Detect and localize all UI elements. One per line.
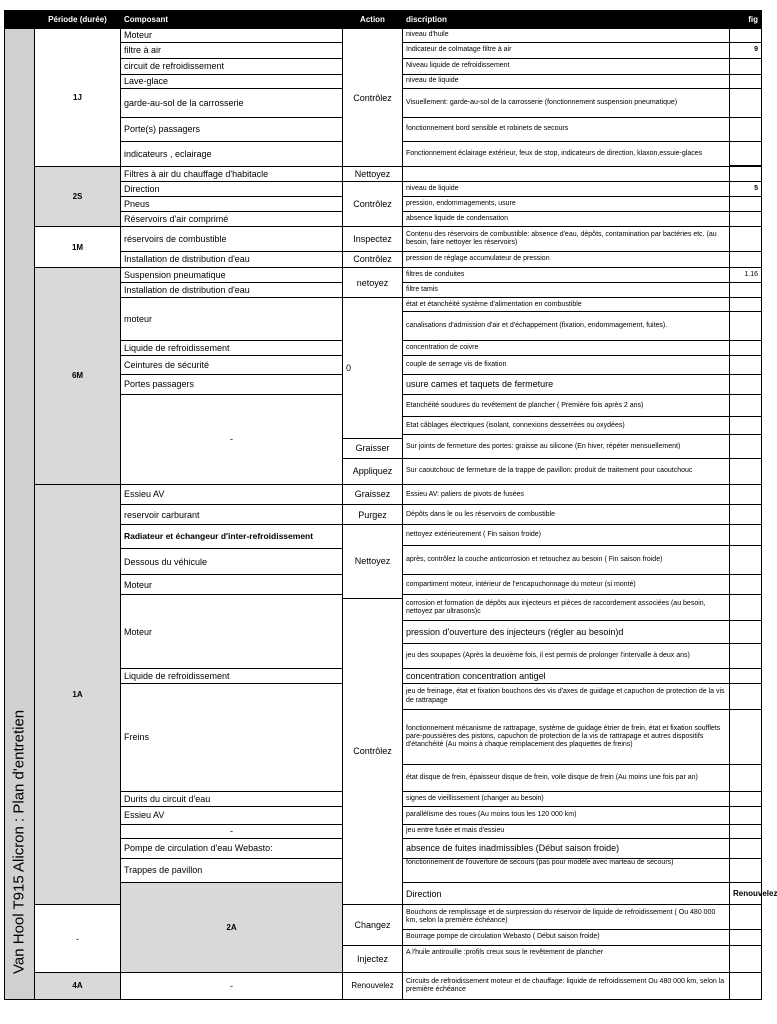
component-cell: Direction: [121, 181, 343, 196]
component-cell: Moteur: [121, 575, 343, 595]
component-cell: Réservoirs d'air comprimé: [121, 212, 343, 227]
side-title-cell: [5, 29, 35, 1000]
description-cell: jeu de freinage, état et fixation bouchons des vis d'axes de guidage et capuchon de protection de la vis de rattrapage: [403, 684, 730, 709]
description-cell: Sur caoutchouc de fermeture de la trappe de pavillon: produit de traitement pour caoutchouc: [403, 458, 730, 484]
description-cell: état disque de frein, épaisseur disque de frein, voile disque de frein (Au moins une fois par an): [403, 764, 730, 791]
table-row: [5, 167, 762, 181]
action-cell: Appliquez: [343, 458, 403, 484]
action-cell: Nettoyez: [343, 525, 403, 598]
component-cell: réservoirs de combustible: [121, 227, 343, 251]
action-cell: Purgez: [343, 505, 403, 525]
fig-cell: [730, 75, 762, 89]
description-cell: état et étanchéité système d'alimentation en combustible: [403, 298, 730, 311]
fig-cell: [730, 340, 762, 355]
fig-cell: 9: [730, 43, 762, 59]
description-cell: niveau de liquide: [403, 75, 730, 89]
component-cell: -: [121, 394, 343, 484]
description-cell: Bouchons de remplissage et de surpression du réservoir de liquide de refroidissement ( Ou 480 000 km, selon la première échéance): [403, 905, 730, 930]
component-cell: Liquide de refroidissement: [121, 669, 343, 684]
fig-cell: [730, 575, 762, 595]
fig-cell: [730, 394, 762, 416]
action-cell: Injectez: [343, 946, 403, 973]
table-row: [5, 905, 762, 930]
fig-cell: [730, 298, 762, 311]
description-cell: nettoyez extérieurement ( Fin saison froide): [403, 525, 730, 545]
description-cell: usure cames et taquets de fermeture: [403, 374, 730, 394]
component-cell: -: [35, 905, 121, 973]
description-cell: Sur joints de fermeture des portes: graisse au silicone (En hiver, répéter mensuellement): [403, 435, 730, 458]
fig-cell: [730, 227, 762, 251]
header-row: [5, 11, 762, 29]
component-cell: Pompe de circulation d'eau Webasto:: [121, 838, 343, 858]
action-cell: Contrôlez: [343, 598, 403, 905]
description-cell: canalisations d'admission d'air et d'échappement (fixation, endommagement, fuites).: [403, 311, 730, 340]
component-cell: Durits du circuit d'eau: [121, 791, 343, 806]
component-cell: Porte(s) passagers: [121, 118, 343, 142]
fig-cell: [730, 355, 762, 374]
description-cell: couple de serrage vis de fixation: [403, 355, 730, 374]
fig-cell: [730, 905, 762, 930]
description-cell: A l'huile antirouille :profils creux sous le revêtement de plancher: [403, 946, 730, 973]
fig-cell: [730, 197, 762, 212]
header-periode: Période (durée): [35, 11, 121, 29]
description-cell: Indicateur de colmatage filtre à air: [403, 43, 730, 59]
action-cell: Contrôlez: [343, 29, 403, 167]
description-cell: Contenu des réservoirs de combustible: absence d'eau, dépôts, contamination par bactéries etc. (au besoin, faire nettoyer les réservoirs): [403, 227, 730, 251]
fig-cell: 5: [730, 181, 762, 196]
fig-cell: [730, 505, 762, 525]
period-2A: 2A: [121, 883, 343, 973]
fig-cell: [730, 484, 762, 504]
description-cell: absence liquide de condensation: [403, 212, 730, 227]
description-cell: Dépôts dans le ou les réservoirs de combustible: [403, 505, 730, 525]
fig-cell: [730, 89, 762, 118]
description-cell: Etanchéité soudures du revêtement de plancher ( Première fois après 2 ans): [403, 394, 730, 416]
fig-cell: [730, 167, 762, 181]
description-cell: fonctionnement bord sensible et robinets de secours: [403, 118, 730, 142]
fig-cell: [730, 435, 762, 458]
table-row: [5, 484, 762, 504]
description-cell: pression de réglage accumulateur de pression: [403, 251, 730, 267]
description-cell: jeu entre fusée et mais d'essieu: [403, 824, 730, 838]
component-cell: Essieu AV: [121, 484, 343, 504]
fig-cell: [730, 669, 762, 684]
component-cell: filtre à air: [121, 43, 343, 59]
component-cell: -: [121, 973, 343, 1000]
description-cell: pression, endommagements, usure: [403, 197, 730, 212]
fig-cell: [730, 764, 762, 791]
description-cell: parallélisme des roues (Au moins tous les 120 000 km): [403, 806, 730, 824]
description-cell: fonctionnement mécanisme de rattrapage, système de guidage étrier de frein, état et fixation soufflets pare-poussières des pistons, capuchon de protection de la vis de rattrapage et autres dispositifs d'étanchéité (Au moins à chaque remplacement des plaquettes de freins): [403, 709, 730, 764]
component-cell: garde-au-sol de la carrosserie: [121, 89, 343, 118]
period-6M: 6M: [35, 267, 121, 484]
table-row: [5, 29, 762, 43]
action-cell: Graissez: [343, 484, 403, 504]
description-cell: jeu des soupapes (Après la deuxième fois, il est permis de prolonger l'intervalle à deux ans): [403, 644, 730, 669]
fig-cell: [730, 283, 762, 298]
action-cell: Changez: [343, 905, 403, 946]
component-cell: Moteur: [121, 595, 343, 669]
component-cell: -: [121, 824, 343, 838]
component-cell: Suspension pneumatique: [121, 267, 343, 282]
action-cell: Graisser: [343, 438, 403, 458]
action-cell: Renouvelez: [730, 883, 762, 905]
component-cell: Dessous du véhicule: [121, 549, 343, 575]
component-cell: Radiateur et échangeur d'inter-refroidissement: [121, 525, 343, 549]
fig-cell: [730, 118, 762, 142]
component-cell: moteur: [121, 298, 343, 340]
action-cell: netoyez: [343, 267, 403, 297]
period-4A: 4A: [35, 973, 121, 1000]
action-cell: Renouvelez: [343, 973, 403, 1000]
description-cell: compartiment moteur, intérieur de l'encapuchonnage du moteur (si monté): [403, 575, 730, 595]
fig-cell: [730, 212, 762, 227]
maintenance-plan-table: [4, 10, 777, 1000]
side-header: [5, 11, 35, 29]
description-cell: signes de vieillissement (changer au besoin): [403, 791, 730, 806]
description-cell: absence de fuites inadmissibles (Début saison froide): [403, 838, 730, 858]
component-cell: Installation de distribution d'eau: [121, 283, 343, 298]
fig-cell: [730, 374, 762, 394]
fig-cell: [730, 973, 762, 1000]
fig-cell: 1.16: [730, 267, 762, 282]
description-cell: après, contrôlez la couche anticorrosion et retouchez au besoin ( Fin saison froide): [403, 545, 730, 574]
description-cell: corrosion et formation de dépôts aux injecteurs et pièces de raccordement associées (au besoin, nettoyez par ultrasons)c: [403, 595, 730, 621]
component-cell: Lave-glace: [121, 75, 343, 89]
description-cell: fonctionnement de l'ouverture de secours (pas pour modèle avec marteau de secours): [403, 858, 730, 882]
action-cell: Nettoyez: [343, 167, 403, 181]
description-cell: Circuits de refroidissement moteur et de chauffage: liquide de refroidissement Ou 480 000 km, selon la première échéance: [403, 973, 730, 1000]
description-cell: Bourrage pompe de circulation Webasto ( Début saison froide): [403, 930, 730, 946]
side-title: Van Hool T915 Alicron : Plan d'entretien: [10, 709, 28, 974]
header-action: Action: [343, 11, 403, 29]
component-cell: Liquide de refroidissement: [121, 340, 343, 355]
description-cell: concentration de coivre: [403, 340, 730, 355]
component-cell: Trappes de pavillon: [121, 858, 343, 882]
fig-cell: [730, 709, 762, 764]
table-row: [5, 227, 762, 251]
component-cell: Ceintures de sécurité: [121, 355, 343, 374]
period-1A: 1A: [35, 484, 121, 905]
description-cell: filtre tamis: [403, 283, 730, 298]
action-cell: Contrôlez: [343, 251, 403, 267]
description-cell: niveau d'huile: [403, 29, 730, 43]
component-cell: Portes passagers: [121, 374, 343, 394]
component-cell: Direction: [403, 883, 730, 905]
fig-cell: [730, 595, 762, 621]
header-fig: fig: [730, 11, 762, 29]
component-cell: circuit de refroidissement: [121, 59, 343, 75]
fig-cell: [730, 525, 762, 545]
description-cell: Fonctionnement éclairage extérieur, feux de stop, indicateurs de direction, klaxon,essuie-glaces: [403, 142, 730, 167]
description-cell: niveau de liquide: [403, 181, 730, 196]
component-cell: indicateurs , eclairage: [121, 142, 343, 167]
description-cell: concentration concentration antigel: [403, 669, 730, 684]
component-cell: Essieu AV: [121, 806, 343, 824]
fig-cell: [730, 791, 762, 806]
description-cell: Essieu AV: paliers de pivots de fusées: [403, 484, 730, 504]
description-cell: Niveau liquide de refroidissement: [403, 59, 730, 75]
fig-cell: [730, 545, 762, 574]
table-row: [5, 973, 762, 1000]
component-cell: Installation de distribution d'eau: [121, 251, 343, 267]
description-cell: pression d'ouverture des injecteurs (régler au besoin)d: [403, 621, 730, 644]
maintenance-table-container: [4, 10, 777, 1000]
fig-cell: [730, 930, 762, 946]
action-cell: 0: [343, 298, 403, 438]
fig-cell: [730, 946, 762, 973]
fig-cell: [730, 417, 762, 435]
period-1M: 1M: [35, 227, 121, 267]
description-cell: filtres de conduites: [403, 267, 730, 282]
fig-cell: [730, 29, 762, 43]
fig-cell: [730, 858, 762, 882]
fig-cell: [730, 806, 762, 824]
fig-cell: [730, 684, 762, 709]
component-cell: Pneus: [121, 197, 343, 212]
fig-cell: [730, 311, 762, 340]
description-cell: Etat câblages électriques (isolant, connexions desserrées ou oxydées): [403, 417, 730, 435]
fig-cell: [730, 458, 762, 484]
description-cell: [403, 167, 730, 181]
component-cell: Filtres à air du chauffage d'habitacle: [121, 167, 343, 181]
table-row: [5, 267, 762, 282]
component-cell: reservoir carburant: [121, 505, 343, 525]
fig-cell: [730, 251, 762, 267]
fig-cell: [730, 838, 762, 858]
fig-cell: [730, 142, 762, 166]
description-cell: Visuellement: garde-au-sol de la carrosserie (fonctionnement suspension pneumatique): [403, 89, 730, 118]
component-cell: Freins: [121, 684, 343, 791]
action-cell: Contrôlez: [343, 181, 403, 226]
action-cell: Inspectez: [343, 227, 403, 251]
header-composant: Composant: [121, 11, 343, 29]
period-2S: 2S: [35, 167, 121, 227]
header-description: discription: [403, 11, 730, 29]
fig-cell: [730, 824, 762, 838]
fig-cell: [730, 621, 762, 644]
fig-cell: [730, 59, 762, 75]
period-1J: 1J: [35, 29, 121, 167]
fig-cell: [730, 644, 762, 669]
component-cell: Moteur: [121, 29, 343, 43]
